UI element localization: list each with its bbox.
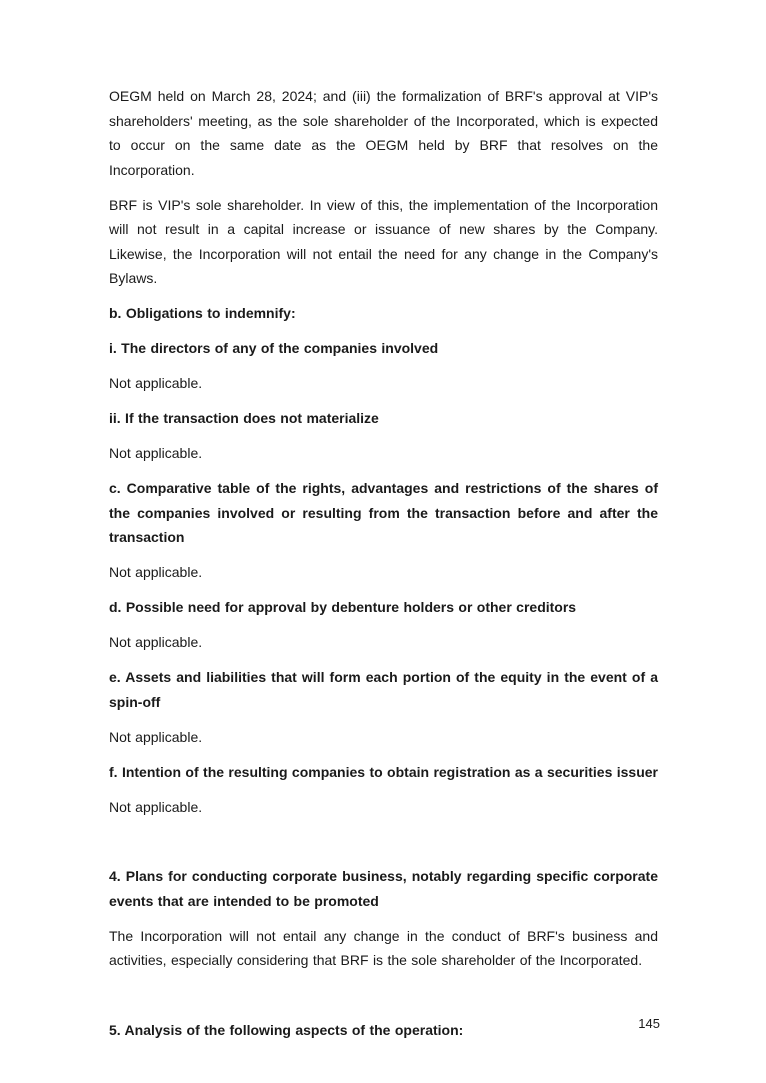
section-heading: c. Comparative table of the rights, advantages and restrictions of the shares of the companies involved or resulting from the transaction before and after the transaction: [109, 480, 658, 545]
paragraph: Not applicable.: [109, 728, 203, 745]
section-heading: ii. If the transaction does not materialize: [109, 410, 379, 426]
paragraph: Not applicable.: [109, 634, 203, 650]
paragraph: Not applicable.: [109, 564, 203, 580]
paragraph: BRF is VIP's sole shareholder. In view of this, the implementation of the Incorporation will not result in a capital increase or issuance of new shares by the Company. Likewise, the Incorporation will not entail the need for any change in the Company's Bylaws.: [109, 196, 658, 286]
section-heading: e. Assets and liabilities that will form each portion of the equity in the event of a spin-off: [109, 669, 658, 710]
section-heading: 4. Plans for conducting corporate business, notably regarding specific corporate events that are intended to be promoted: [109, 868, 658, 909]
section-heading: f. Intention of the resulting companies to obtain registration as a securities issuer: [109, 763, 658, 780]
section-heading: i. The directors of any of the companies involved: [109, 340, 439, 356]
paragraph: The Incorporation will not entail any change in the conduct of BRF's business and activities, especially considering that BRF is the sole shareholder of the Incorporated.: [109, 927, 658, 968]
paragraph: Not applicable.: [109, 798, 203, 815]
page-number: 145: [638, 1016, 660, 1031]
paragraph: OEGM held on March 28, 2024; and (iii) the formalization of BRF's approval at VIP's shareholders' meeting, as the sole shareholder of the Incorporated, which is expected to occur on the same date as the OEGM held by BRF that resolves on the Incorporation.: [109, 88, 658, 178]
document-body: [109, 84, 658, 1053]
paragraph: Not applicable.: [109, 375, 203, 391]
section-heading: 5. Analysis of the following aspects of the operation:: [109, 1021, 464, 1038]
paragraph: Not applicable.: [109, 445, 203, 461]
section-heading: d. Possible need for approval by debenture holders or other creditors: [109, 599, 577, 615]
section-heading: b. Obligations to indemnify:: [109, 305, 296, 321]
